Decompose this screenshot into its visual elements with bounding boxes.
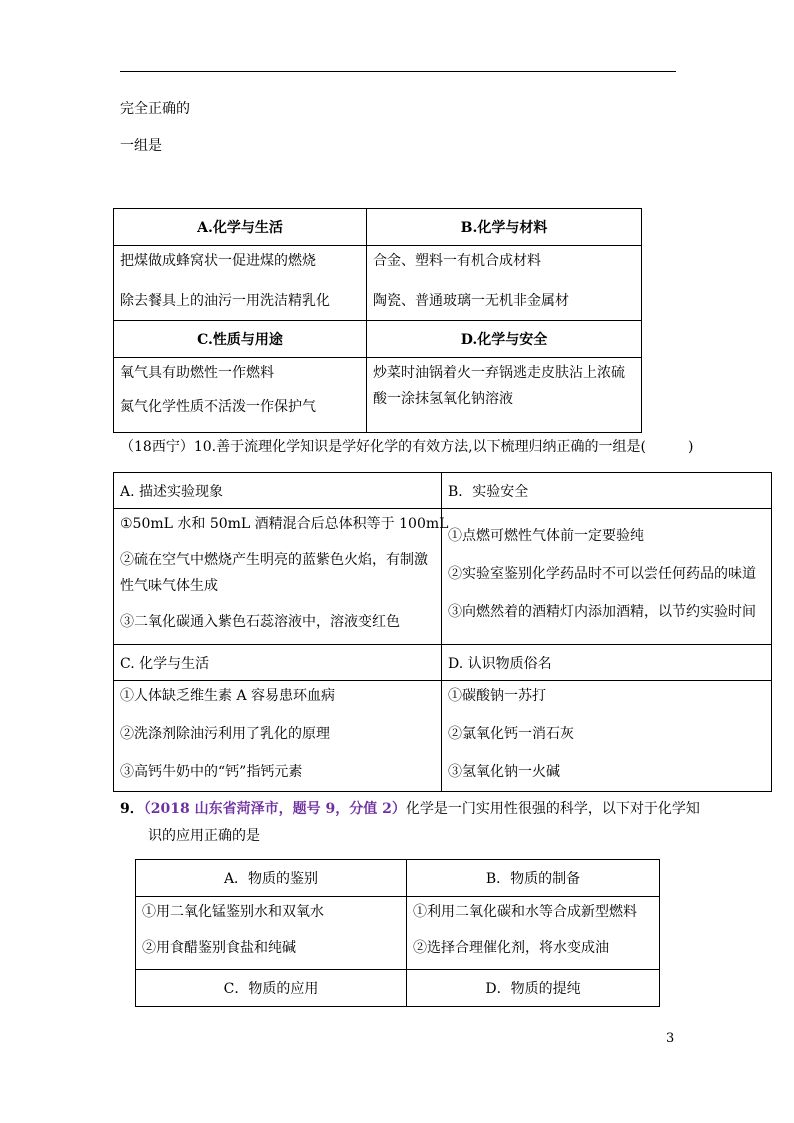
table3-cell-b [407,897,660,970]
table3-a2: ②用食醋鉴别食盐和纯碱 [142,940,296,956]
table2-b2: ②实验室鉴别化学药品时不可以尝任何药品的味道 [448,566,756,582]
table3-b2: ②选择合理催化剂，将水变成油 [413,940,609,956]
question-9-number: 9． [120,801,144,817]
intro-line-2: 一组是 [120,138,162,154]
table1-head-a: A.化学与生活 [114,209,367,246]
table1-cell-c [114,358,367,433]
table2-a1: ①50mL 水和 50mL 酒精混合后总体积等于 100mL [120,516,449,532]
table1-c2: 氮气化学性质不活泼一作保护气 [120,399,316,415]
question-9 [120,800,700,818]
table1-d1: 炒菜时油锅着火一弃锅逃走皮肤沾上浓硫 [373,365,625,381]
table2-d3: ③氢氧化钠一火碱 [448,764,560,780]
question-10: （18西宁）10.善于流理化学知识是学好化学的有效方法,以下梳理归纳正确的一组是( ) [120,439,694,455]
table1-head-b: B.化学与材料 [367,209,642,246]
table3-head-b: B．物质的制备 [407,860,660,897]
table-1 [113,208,642,433]
question-9-source: （2018 山东省菏泽市，题号 9，分值 2） [143,801,406,817]
table1-cell-b [367,246,642,321]
table3-a1: ①用二氧化锰鉴别水和双氧水 [142,904,324,920]
header-rule [120,71,676,72]
intro-line-1: 完全正确的 [120,101,190,117]
table2-a2-cont: 性气味气体生成 [120,578,218,594]
table3-head-a: A．物质的鉴别 [136,860,407,897]
table2-head-d: D. 认识物质俗名 [442,645,772,681]
table1-head-d: D.化学与安全 [367,321,642,358]
table3-head-d: D．物质的提纯 [407,970,660,1007]
table2-c1: ①人体缺乏维生素 A 容易患环血病 [120,688,336,704]
table2-a3: ③二氧化碳通入紫色石蕊溶液中，溶液变红色 [120,614,400,630]
table-2 [113,472,772,792]
table-3 [135,859,660,1007]
table2-cell-a [114,509,449,645]
table2-a2: ②硫在空气中燃烧产生明亮的蓝紫色火焰，有制激 [120,552,428,568]
table2-b1: ①点燃可燃性气体前一定要验纯 [448,528,644,544]
table2-cell-b [442,509,772,645]
table1-cell-a [114,246,367,321]
table2-head-c: C. 化学与生活 [114,645,442,681]
table1-c1: 氧气具有助燃性一作燃料 [120,365,274,381]
table2-cell-c [114,681,442,792]
table2-d2: ②氯氧化钙一消石灰 [448,726,574,742]
table3-b1: ①利用二氧化碳和水等合成新型燃料 [413,904,637,920]
table1-d2: 酸一涂抹氢氧化钠溶液 [373,391,513,407]
table3-head-c: C．物质的应用 [136,970,407,1007]
question-9-text: 化学是一门实用性很强的科学，以下对于化学知 [405,801,700,817]
page-number: 3 [666,1031,675,1046]
table2-head-a: A. 描述实验现象 [114,473,442,509]
table2-head-b: B．实验安全 [442,473,772,509]
table1-b2: 陶瓷、普通玻璃一无机非金属材 [373,293,569,309]
table2-d1: ①碳酸钠一苏打 [448,688,546,704]
table2-c2: ②洗涤剂除油污利用了乳化的原理 [120,726,330,742]
table2-c3: ③高钙牛奶中的“钙”指钙元素 [120,764,303,780]
table2-cell-d [442,681,772,792]
table1-head-c: C.性质与用途 [114,321,367,358]
table1-a2: 除去餐具上的油污一用洗洁精乳化 [120,293,330,309]
table3-cell-a [136,897,407,970]
question-9-continued: 识的应用正确的是 [148,828,260,844]
table1-b1: 合金、塑料一有机合成材料 [373,253,541,269]
table1-cell-d [367,358,642,433]
table2-b3: ③向燃然着的酒精灯内添加酒精，以节约实验时间 [448,604,756,620]
table1-a1: 把煤做成蜂窝状一促进煤的燃烧 [120,253,316,269]
